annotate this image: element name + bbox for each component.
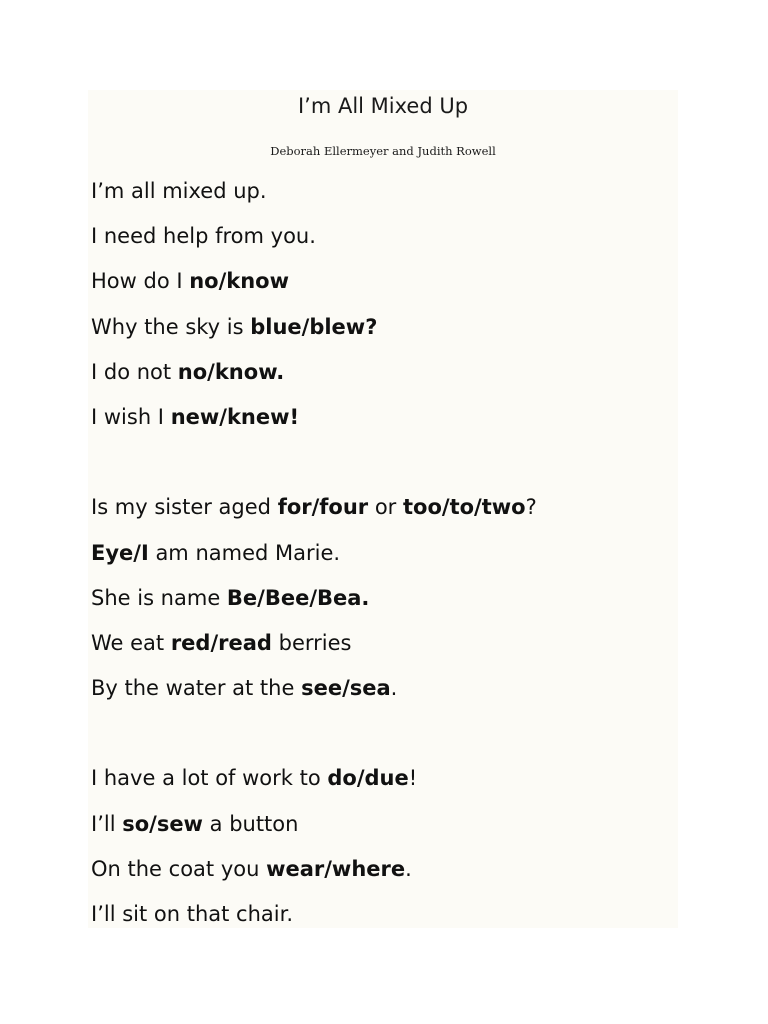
homophone-choice: too/to/two (403, 495, 526, 520)
poem-line: She is name Be/Bee/Bea. (91, 585, 370, 610)
homophone-choice: Be/Bee/Bea. (226, 585, 370, 610)
poem-line: Is my sister aged for/four or too/to/two? (91, 495, 537, 520)
poem-line: I’ll sit on that chair. (91, 902, 293, 926)
stanza-break (91, 717, 676, 762)
poem-line: I need help from you. (91, 224, 316, 249)
poem-line: Why the sky is blue/blew? (91, 314, 378, 339)
poem-title: I’m All Mixed Up (297, 94, 469, 118)
poem-line: I wish I new/knew! (91, 404, 300, 429)
homophone-choice: do/due (327, 766, 409, 791)
homophone-choice: no/know (189, 269, 290, 294)
poem-line: I’m all mixed up. (91, 179, 267, 203)
homophone-choice: new/knew! (170, 404, 300, 429)
homophone-choice: blue/blew? (250, 314, 378, 339)
homophone-choice: for/four (277, 495, 369, 520)
poem-line: I have a lot of work to do/due! (91, 766, 418, 791)
poem-body (91, 175, 676, 943)
poem-authors: Deborah Ellermeyer and Judith Rowell (270, 144, 496, 158)
homophone-choice: so/sew (122, 811, 203, 836)
homophone-choice: Eye/I (91, 540, 149, 565)
poem-line: We eat red/read berries (91, 630, 352, 655)
homophone-choice: no/know. (177, 359, 285, 384)
poem-line: How do I no/know (91, 269, 290, 294)
homophone-choice: see/sea (301, 676, 391, 701)
homophone-choice: wear/where (266, 856, 406, 881)
poem-line: By the water at the see/sea. (91, 676, 398, 701)
stanza-break (91, 446, 676, 491)
poem-line: Eye/I am named Marie. (91, 540, 341, 565)
poem-line: I do not no/know. (91, 359, 285, 384)
homophone-choice: red/read (170, 630, 272, 655)
poem-line: On the coat you wear/where. (91, 856, 412, 881)
poem-line: I’ll so/sew a button (91, 811, 299, 836)
